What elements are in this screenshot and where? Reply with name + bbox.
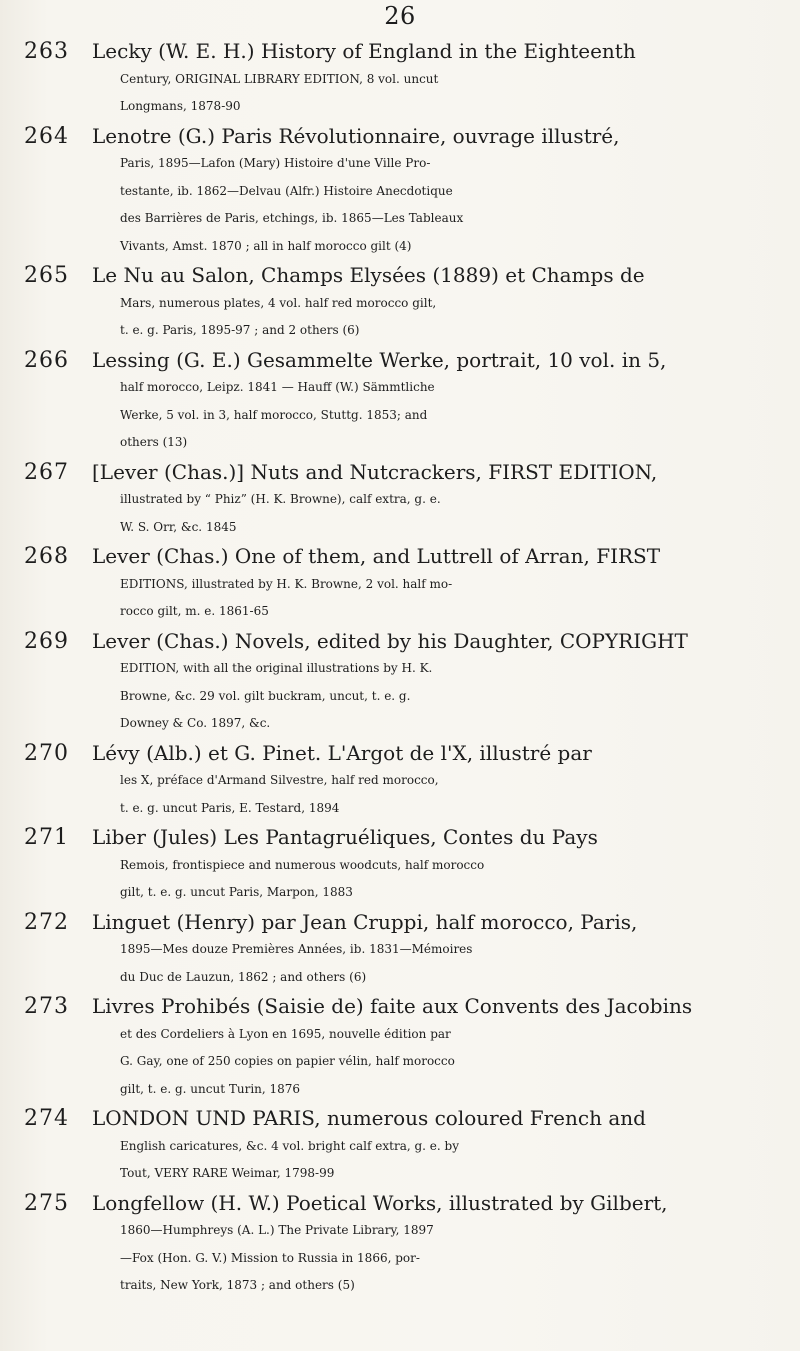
lot-entry	[24, 123, 784, 261]
lot-description-line: [Lever (Chas.)] Nuts and Nutcrackers, FIRST EDITION,	[92, 459, 658, 484]
lot-description-line: Paris, 1895—Lafon (Mary) Histoire d'une Ville Pro-	[120, 156, 431, 170]
lot-number: 268	[24, 544, 69, 569]
page-number: 26	[384, 2, 416, 30]
lot-description-line: half morocco, Leipz. 1841 — Hauff (W.) Sämmtliche	[120, 380, 435, 394]
lot-description-line: gilt, t. e. g. uncut Turin, 1876	[120, 1081, 301, 1096]
lot-description-line: Lessing (G. E.) Gesammelte Werke, portrait, 10 vol. in 5,	[92, 347, 667, 372]
lot-description-line: des Barrières de Paris, etchings, ib. 1865—Les Tableaux	[120, 211, 464, 225]
lot-description-line: EDITION, with all the original illustrations by H. K.	[120, 661, 433, 675]
lot-description-line: traits, New York, 1873 ; and others (5)	[120, 1278, 355, 1292]
lot-description-line: rocco gilt, m. e. 1861-65	[120, 604, 269, 618]
lot-description-line: Downey & Co. 1897, &c.	[120, 716, 271, 730]
lot-entry	[24, 543, 784, 626]
lot-entry	[24, 628, 784, 738]
lot-description-line: others (13)	[120, 435, 188, 449]
lot-description-line: Century, ORIGINAL LIBRARY EDITION, 8 vol. uncut	[120, 71, 439, 86]
lot-entry	[24, 262, 784, 345]
lot-description-line: Lenotre (G.) Paris Révolutionnaire, ouvrage illustré,	[92, 123, 620, 148]
lot-description-line: gilt, t. e. g. uncut Paris, Marpon, 1883	[120, 885, 353, 899]
lot-description-line: Mars, numerous plates, 4 vol. half red morocco gilt,	[120, 295, 437, 310]
lot-description-line: Werke, 5 vol. in 3, half morocco, Stuttg. 1853; and	[120, 407, 428, 422]
lot-entry	[24, 824, 784, 907]
lot-description-line: t. e. g. Paris, 1895-97 ; and 2 others (6)	[120, 323, 360, 337]
lot-number: 275	[24, 1190, 69, 1216]
lot-description-line: du Duc de Lauzun, 1862 ; and others (6)	[120, 969, 367, 984]
lot-description-line: English caricatures, &c. 4 vol. bright calf extra, g. e. by	[120, 1138, 459, 1153]
lot-description-line: t. e. g. uncut Paris, E. Testard, 1894	[120, 800, 340, 815]
lot-number: 269	[24, 628, 69, 654]
lot-entry	[24, 993, 784, 1103]
lot-description-line: 1895—Mes douze Premières Années, ib. 1831—Mémoires	[120, 942, 473, 956]
lot-description-line: testante, ib. 1862—Delvau (Alfr.) Histoire Anecdotique	[120, 183, 453, 198]
lot-entry	[24, 740, 784, 823]
lot-description-line: Lévy (Alb.) et G. Pinet. L'Argot de l'X, illustré par	[92, 740, 592, 765]
lot-description-line: Tout, VERY RARE Weimar, 1798-99	[120, 1166, 335, 1180]
lot-description-line: Lever (Chas.) One of them, and Luttrell of Arran, FIRST	[92, 544, 661, 568]
lot-description-line: Browne, &c. 29 vol. gilt buckram, uncut, t. e. g.	[120, 688, 411, 703]
lot-description-line: Remois, frontispiece and numerous woodcuts, half morocco	[120, 857, 485, 872]
lot-number: 274	[24, 1106, 69, 1131]
lot-description-line: Vivants, Amst. 1870 ; all in half morocco gilt (4)	[120, 238, 412, 253]
lot-entry	[24, 459, 784, 542]
lot-description-line: LONDON UND PARIS, numerous coloured French and	[92, 1106, 646, 1130]
lot-description-line: Longfellow (H. W.) Poetical Works, illustrated by Gilbert,	[92, 1190, 668, 1215]
lot-description-line: Longmans, 1878-90	[120, 99, 241, 113]
lot-entry	[24, 1105, 784, 1188]
lot-number: 271	[24, 825, 69, 850]
lot-description-line: illustrated by “ Phiz” (H. K. Browne), calf extra, g. e.	[120, 492, 441, 506]
lot-description-line: les X, préface d'Armand Silvestre, half red morocco,	[120, 773, 439, 787]
lot-number: 263	[24, 39, 69, 64]
lot-description-line: G. Gay, one of 250 copies on papier vélin, half morocco	[120, 1054, 455, 1068]
lot-entry	[24, 909, 784, 992]
lot-description-line: EDITIONS, illustrated by H. K. Browne, 2 vol. half mo-	[120, 576, 453, 591]
lot-description-line: Linguet (Henry) par Jean Cruppi, half morocco, Paris,	[92, 909, 638, 934]
lot-description-line: Lecky (W. E. H.) History of England in the Eighteenth	[92, 39, 636, 63]
lot-description-line: Lever (Chas.) Novels, edited by his Daughter, COPYRIGHT	[92, 628, 688, 653]
lot-list	[24, 38, 784, 1302]
lot-number: 273	[24, 994, 69, 1019]
lot-number: 266	[24, 347, 69, 373]
lot-description-line: Le Nu au Salon, Champs Elysées (1889) et Champs de	[92, 263, 645, 287]
lot-entry	[24, 347, 784, 457]
lot-description-line: Livres Prohibés (Saisie de) faite aux Convents des Jacobins	[92, 994, 693, 1018]
lot-entry	[24, 38, 784, 121]
lot-number: 267	[24, 459, 69, 485]
lot-number: 264	[24, 123, 69, 149]
lot-description-line: Liber (Jules) Les Pantagruéliques, Contes du Pays	[92, 825, 598, 849]
lot-entry	[24, 1190, 784, 1300]
lot-description-line: —Fox (Hon. G. V.) Mission to Russia in 1866, por-	[120, 1250, 420, 1265]
lot-number: 272	[24, 909, 69, 935]
lot-description-line: W. S. Orr, &c. 1845	[120, 519, 237, 534]
lot-description-line: et des Cordeliers à Lyon en 1695, nouvelle édition par	[120, 1026, 451, 1041]
lot-number: 270	[24, 740, 69, 766]
lot-description-line: 1860—Humphreys (A. L.) The Private Library, 1897	[120, 1223, 434, 1237]
lot-number: 265	[24, 263, 69, 288]
